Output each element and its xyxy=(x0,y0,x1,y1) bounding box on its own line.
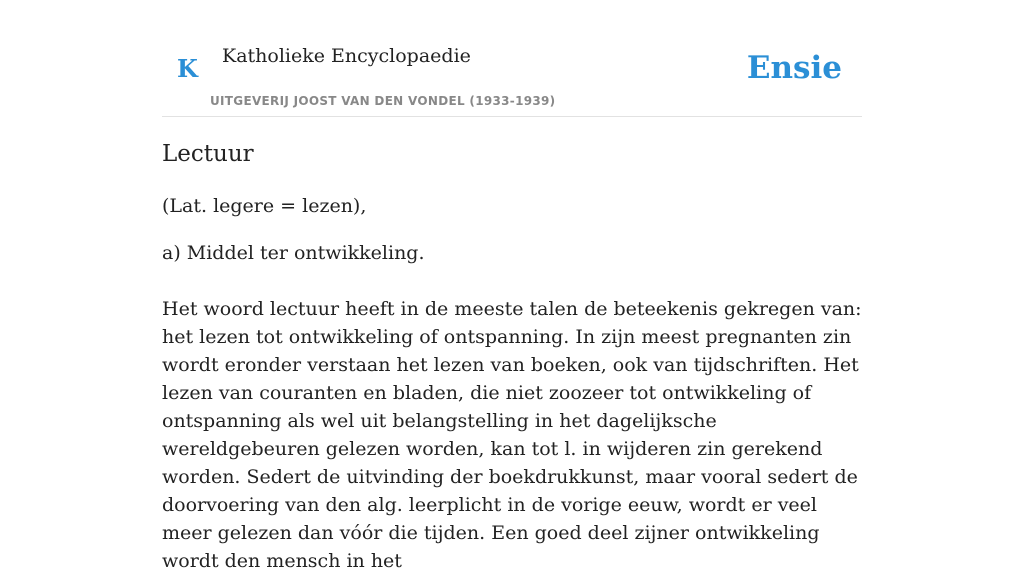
publisher-subtitle: UITGEVERIJ JOOST VAN DEN VONDEL (1933-1939) xyxy=(210,94,556,108)
site-header xyxy=(162,0,862,117)
article-etymology: (Lat. legere = lezen), xyxy=(162,195,367,217)
article-subheading: a) Middel ter ontwikkeling. xyxy=(162,242,425,264)
article-title: Lectuur xyxy=(162,141,254,167)
ensie-brand-link[interactable]: Ensie xyxy=(746,50,842,86)
encyclopedia-logo[interactable]: K xyxy=(177,54,198,83)
article-body: Het woord lectuur heeft in de meeste talen de beteekenis gekregen van: het lezen tot ontwikkeling of ontspanning. In zijn meest pregnanten zin wordt eronder verstaan het lezen van boeken, ook van tijdschriften. Het lezen van couranten en bladen, die niet zoozeer tot ontwikkeling of ontspanning als wel uit belangstelling in het dagelijksche wereldgebeuren gelezen worden, kan tot l. in wijderen zin gerekend worden. Sedert de uitvinding der boekdrukkunst, maar vooral sedert de doorvoering van den alg. leerplicht in de vorige eeuw, wordt er veel meer gelezen dan vóór die tijden. Een goed deel zijner ontwikkeling wordt den mensch in het xyxy=(162,298,862,572)
encyclopedia-title[interactable]: Katholieke Encyclopaedie xyxy=(222,45,471,67)
article xyxy=(162,136,862,575)
